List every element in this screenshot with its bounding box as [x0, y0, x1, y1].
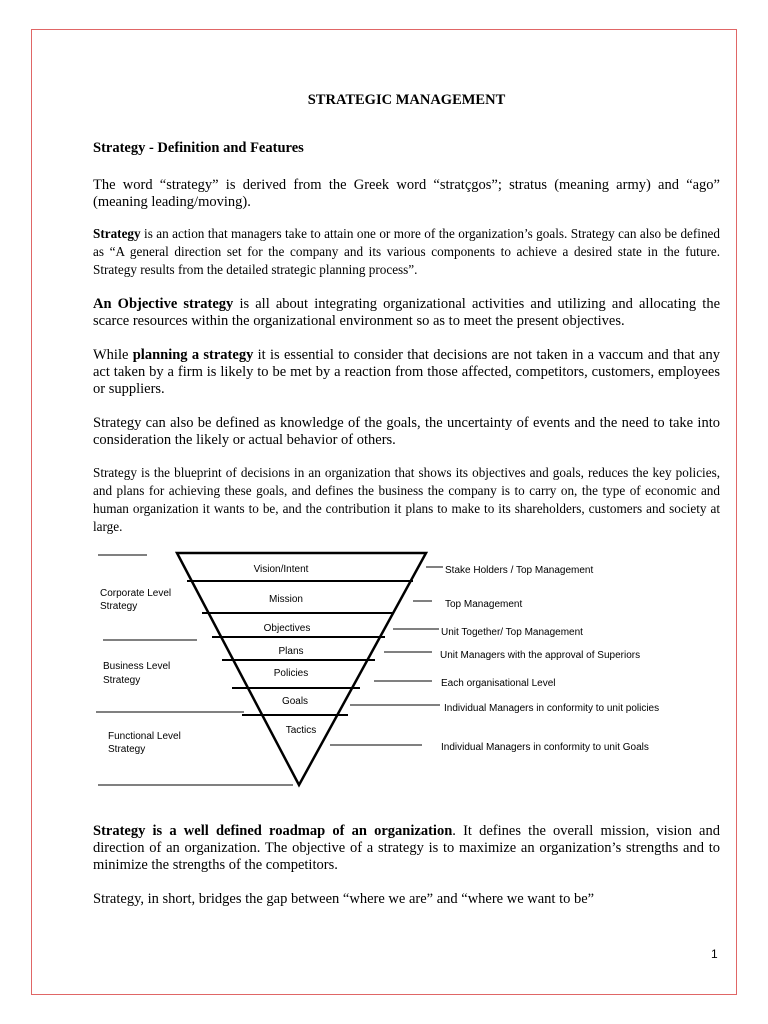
level-goals: Goals — [281, 696, 309, 707]
paragraph-etymology: The word “strategy” is derived from the Greek word “stratçgos”; stratus (meaning army) and “ago” (meaning leading/moving). — [93, 177, 720, 210]
left-label-corporate-line2: Strategy — [100, 601, 138, 612]
right-label-unit-goals: Individual Managers in conformity to unit Goals — [441, 742, 649, 753]
paragraph-blueprint: Strategy is the blueprint of decisions in an organization that shows its objectives and goals, reduces the key policies, and plans for achieving these goals, and defines the business the company is to carry on, the type of economic and human organization it wants to be, and the contribution it plans to make to its shareholders, customers and society at large. — [93, 465, 720, 534]
paragraph-roadmap — [93, 823, 720, 874]
paragraph-text: . It defines the overall mission, vision and direction of an organization. The objective of a strategy is to maximize an organization’s strengths and to minimize the strengths of the competitors. — [93, 823, 720, 873]
level-policies: Policies — [273, 668, 309, 679]
paragraph-planning — [93, 347, 720, 398]
paragraph-knowledge: Strategy can also be defined as knowledge of the goals, the uncertainty of events and the need to take into consideration the likely or actual behavior of others. — [93, 415, 720, 448]
level-objectives: Objectives — [263, 623, 311, 634]
page-number: 1 — [711, 947, 718, 961]
level-tactics: Tactics — [285, 725, 317, 736]
level-vision: Vision/Intent — [253, 564, 309, 575]
paragraph-definition — [93, 225, 720, 279]
right-label-unit-policies: Individual Managers in conformity to unit policies — [444, 703, 660, 714]
left-label-functional-line2: Strategy — [108, 744, 146, 755]
right-label-stakeholders: Stake Holders / Top Management — [445, 565, 594, 576]
bold-term: An Objective strategy — [93, 296, 234, 312]
left-label-business-line1: Business Level — [103, 661, 171, 672]
document-title: STRATEGIC MANAGEMENT — [307, 92, 506, 108]
right-label-unit-managers: Unit Managers with the approval of Superiors — [440, 650, 641, 661]
left-label-corporate-line1: Corporate Level — [100, 588, 172, 599]
paragraph-objective-strategy — [93, 296, 720, 330]
strategy-pyramid-diagram — [0, 540, 768, 800]
level-plans: Plans — [278, 646, 304, 657]
right-label-top-management: Top Management — [445, 599, 523, 610]
right-label-each-level: Each organisational Level — [441, 678, 556, 689]
paragraph-text: it is essential to consider that decisions are not taken in a vaccum and that any act taken by a firm is likely to be met by a reaction from those affected, competitors, customers, employees or suppliers. — [93, 347, 720, 397]
section-heading: Strategy - Definition and Features — [93, 140, 304, 156]
bold-term: planning a strategy — [132, 347, 254, 363]
left-label-business-line2: Strategy — [103, 675, 141, 686]
paragraph-text: While — [93, 347, 133, 363]
bold-term: Strategy — [93, 226, 141, 241]
left-label-functional-line1: Functional Level — [108, 731, 181, 742]
paragraph-text: is all about integrating organizational activities and utilizing and allocating the scarce resources within the organizational environment so as to meet the present objectives. — [93, 296, 721, 329]
level-mission: Mission — [269, 594, 303, 605]
right-label-unit-together: Unit Together/ Top Management — [441, 627, 583, 638]
bold-term: Strategy is a well defined roadmap of an organization — [93, 823, 453, 839]
paragraph-text: is an action that managers take to attain one or more of the organization’s goals. Strategy can also be defined as “A general direction set for the company and its various components to achieve a desired state in the future. Strategy results from the detailed strategic planning process”. — [93, 226, 720, 277]
paragraph-summary: Strategy, in short, bridges the gap between “where we are” and “where we want to be” — [93, 891, 595, 907]
